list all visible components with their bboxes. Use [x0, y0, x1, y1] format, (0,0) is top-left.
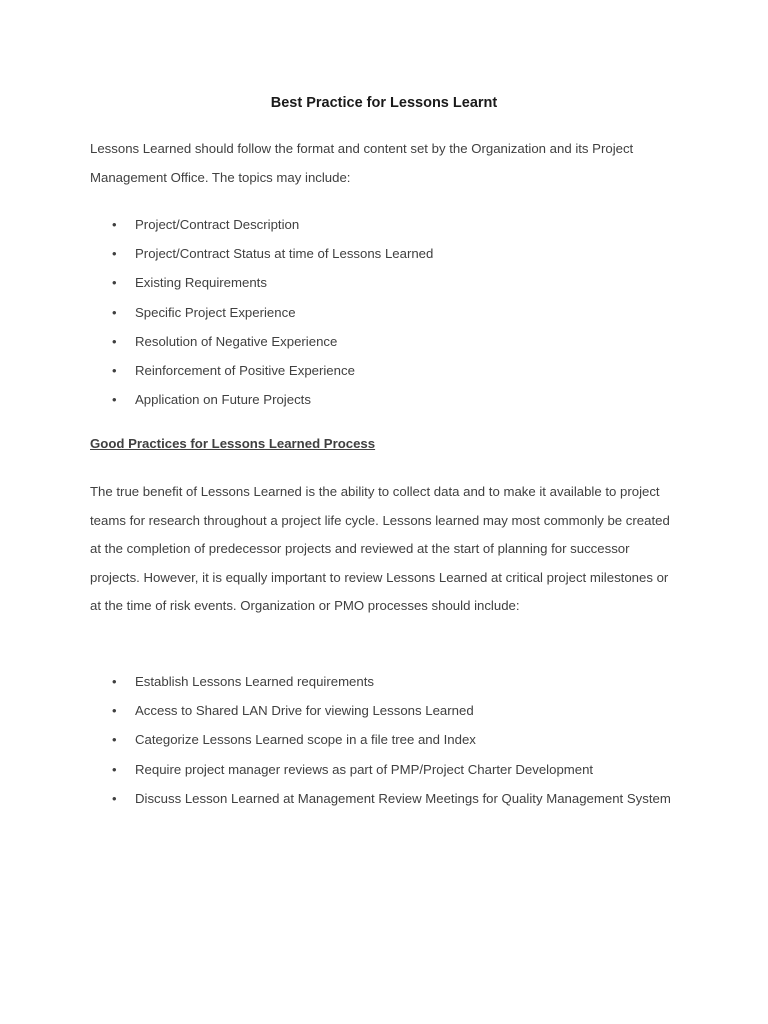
document-title: Best Practice for Lessons Learnt — [270, 95, 498, 111]
list-item-text: Categorize Lessons Learned scope in a file tree and Index — [135, 732, 476, 748]
list-item-text: Require project manager reviews as part of PMP/Project Charter Development — [135, 761, 594, 777]
list-item-text: Access to Shared LAN Drive for viewing Lessons Learned — [135, 703, 474, 719]
list-item-text: Reinforcement of Positive Experience — [135, 363, 355, 379]
list-item — [90, 725, 680, 754]
bullet-icon: • — [112, 674, 117, 689]
bullet-icon: • — [112, 363, 117, 379]
topics-list — [90, 210, 680, 414]
intro-paragraph: Lessons Learned should follow the format and content set by the Organization and its Project Management Office. The topics may include: — [90, 141, 634, 185]
bullet-icon: • — [112, 333, 117, 349]
list-item-text: Discuss Lesson Learned at Management Review Meetings for Quality Management System — [135, 790, 671, 806]
body-paragraph: The true benefit of Lessons Learned is the ability to collect data and to make it available to project teams for research throughout a project life cycle. Lessons learned may most commonly be created at the completion of predecessor projects and reviewed at the start of planning for successor projects. However, it is equally important to review Lessons Learned at critical project milestones or at the time of risk events. Organization or PMO processes should include: — [90, 484, 670, 613]
processes-list — [90, 667, 680, 813]
list-item-text: Application on Future Projects — [135, 392, 311, 408]
list-item — [90, 239, 680, 268]
bullet-icon: • — [112, 304, 117, 320]
list-item-text: Establish Lessons Learned requirements — [135, 674, 374, 689]
list-item — [90, 696, 680, 725]
list-item-text: Resolution of Negative Experience — [135, 333, 338, 349]
list-item — [90, 268, 680, 297]
bullet-icon: • — [112, 275, 117, 291]
list-item-text: Project/Contract Description — [135, 217, 300, 232]
section-heading: Good Practices for Lessons Learned Process — [90, 436, 376, 451]
bullet-icon: • — [112, 732, 117, 748]
bullet-icon: • — [112, 392, 117, 408]
bullet-icon: • — [112, 246, 117, 262]
bullet-icon: • — [112, 217, 117, 232]
list-item-text: Specific Project Experience — [135, 304, 296, 320]
list-item — [90, 755, 680, 784]
list-item — [90, 784, 680, 813]
bullet-icon: • — [112, 761, 117, 777]
list-item — [90, 667, 680, 696]
list-item-text: Project/Contract Status at time of Lessons Learned — [135, 246, 434, 262]
list-item — [90, 210, 680, 239]
list-item — [90, 385, 680, 414]
bullet-icon: • — [112, 703, 117, 719]
list-item-text: Existing Requirements — [135, 275, 267, 291]
bullet-icon: • — [112, 790, 117, 806]
list-item — [90, 298, 680, 327]
list-item — [90, 356, 680, 385]
list-item — [90, 327, 680, 356]
